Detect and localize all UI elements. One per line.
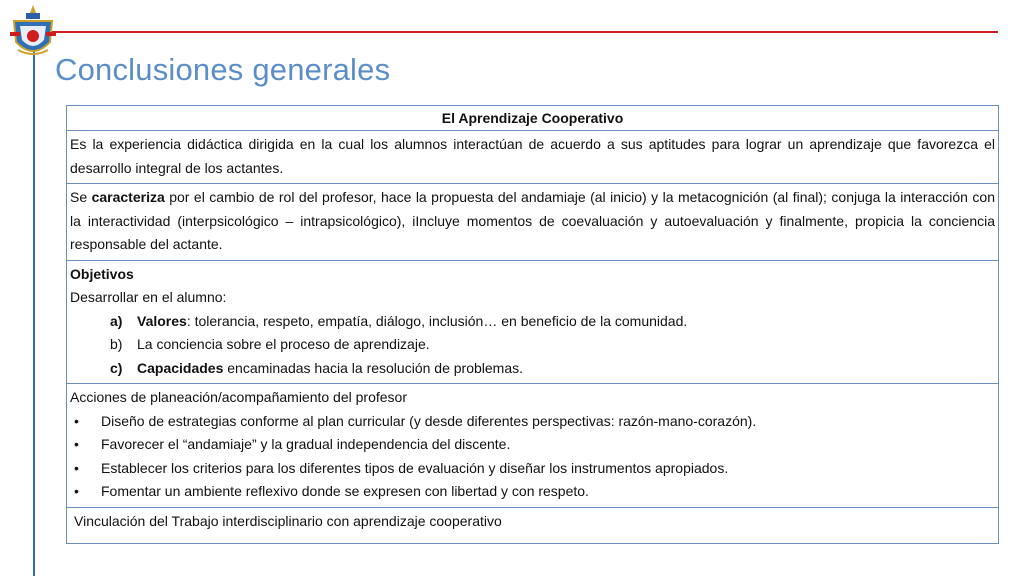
objectives-heading: Objetivos	[70, 265, 134, 282]
characteristics-row	[67, 184, 999, 261]
list-item	[70, 410, 995, 434]
characteristics-pre: Se	[70, 189, 92, 205]
bullet-icon: •	[74, 436, 79, 452]
list-marker: a)	[110, 312, 123, 329]
objectives-row	[67, 260, 999, 384]
actions-heading: Acciones de planeación/acompañamiento del profesor	[70, 389, 407, 405]
bullet-icon: •	[74, 483, 79, 499]
table-header: El Aprendizaje Cooperativo	[67, 106, 999, 131]
definition-text: Es la experiencia didáctica dirigida en la cual los alumnos interactúan de acuerdo a sus aptitudes para lograr un aprendizaje que favorezca el desarrollo integral de los actantes.	[67, 131, 999, 184]
action-text: Establecer los criterios para los diferentes tipos de evaluación y diseñar los instrumentos apropiados.	[101, 459, 729, 476]
list-item	[70, 433, 995, 457]
actions-row	[67, 384, 999, 508]
list-item	[70, 310, 995, 334]
actions-cell	[67, 384, 999, 508]
page-title: Conclusiones generales	[55, 52, 391, 87]
table-header-row	[67, 106, 999, 131]
objective-keyword: Capacidades	[137, 359, 224, 376]
list-item	[70, 480, 995, 504]
bullet-icon: •	[74, 459, 79, 476]
list-item	[70, 333, 995, 357]
list-item	[70, 357, 995, 381]
cooperative-learning-table	[66, 105, 999, 544]
linkage-row	[67, 507, 999, 544]
linkage-text: Vinculación del Trabajo interdisciplinario con aprendizaje cooperativo	[67, 507, 999, 544]
objective-text: La conciencia sobre el proceso de aprendizaje.	[137, 336, 430, 352]
bullet-icon: •	[74, 412, 79, 429]
actions-list	[70, 410, 995, 504]
characteristics-text	[67, 184, 999, 261]
university-crest-icon	[8, 4, 58, 62]
objective-keyword: Valores	[137, 312, 187, 329]
definition-row	[67, 131, 999, 184]
characteristics-body: por el cambio de rol del profesor, hace la propuesta del andamiaje (al inicio) y la metacognición (al final); conjuga la interacción con la interactividad (interpsicológico – intrapsicológico), iIncluye momentos de coevaluación y autoevaluación y finalmente, propicia la conciencia responsable del actante.	[70, 189, 996, 252]
objectives-cell	[67, 260, 999, 384]
left-blue-rule	[33, 48, 35, 576]
action-text: Fomentar un ambiente reflexivo donde se expresen con libertad y con respeto.	[101, 483, 589, 499]
action-text: Diseño de estrategias conforme al plan curricular (y desde diferentes perspectivas: razón-mano-corazón).	[101, 412, 757, 429]
top-red-rule	[40, 31, 998, 33]
objective-text: : tolerancia, respeto, empatía, diálogo, inclusión… en beneficio de la comunidad.	[186, 312, 688, 329]
action-text: Favorecer el “andamiaje” y la gradual independencia del discente.	[101, 436, 511, 452]
list-item	[70, 457, 995, 481]
objective-text: encaminadas hacia la resolución de problemas.	[223, 359, 523, 376]
list-marker: b)	[110, 336, 123, 352]
list-marker: c)	[110, 359, 123, 376]
objectives-list	[70, 310, 995, 381]
characteristics-keyword: caracteriza	[91, 189, 165, 205]
objectives-intro: Desarrollar en el alumno:	[70, 289, 227, 305]
